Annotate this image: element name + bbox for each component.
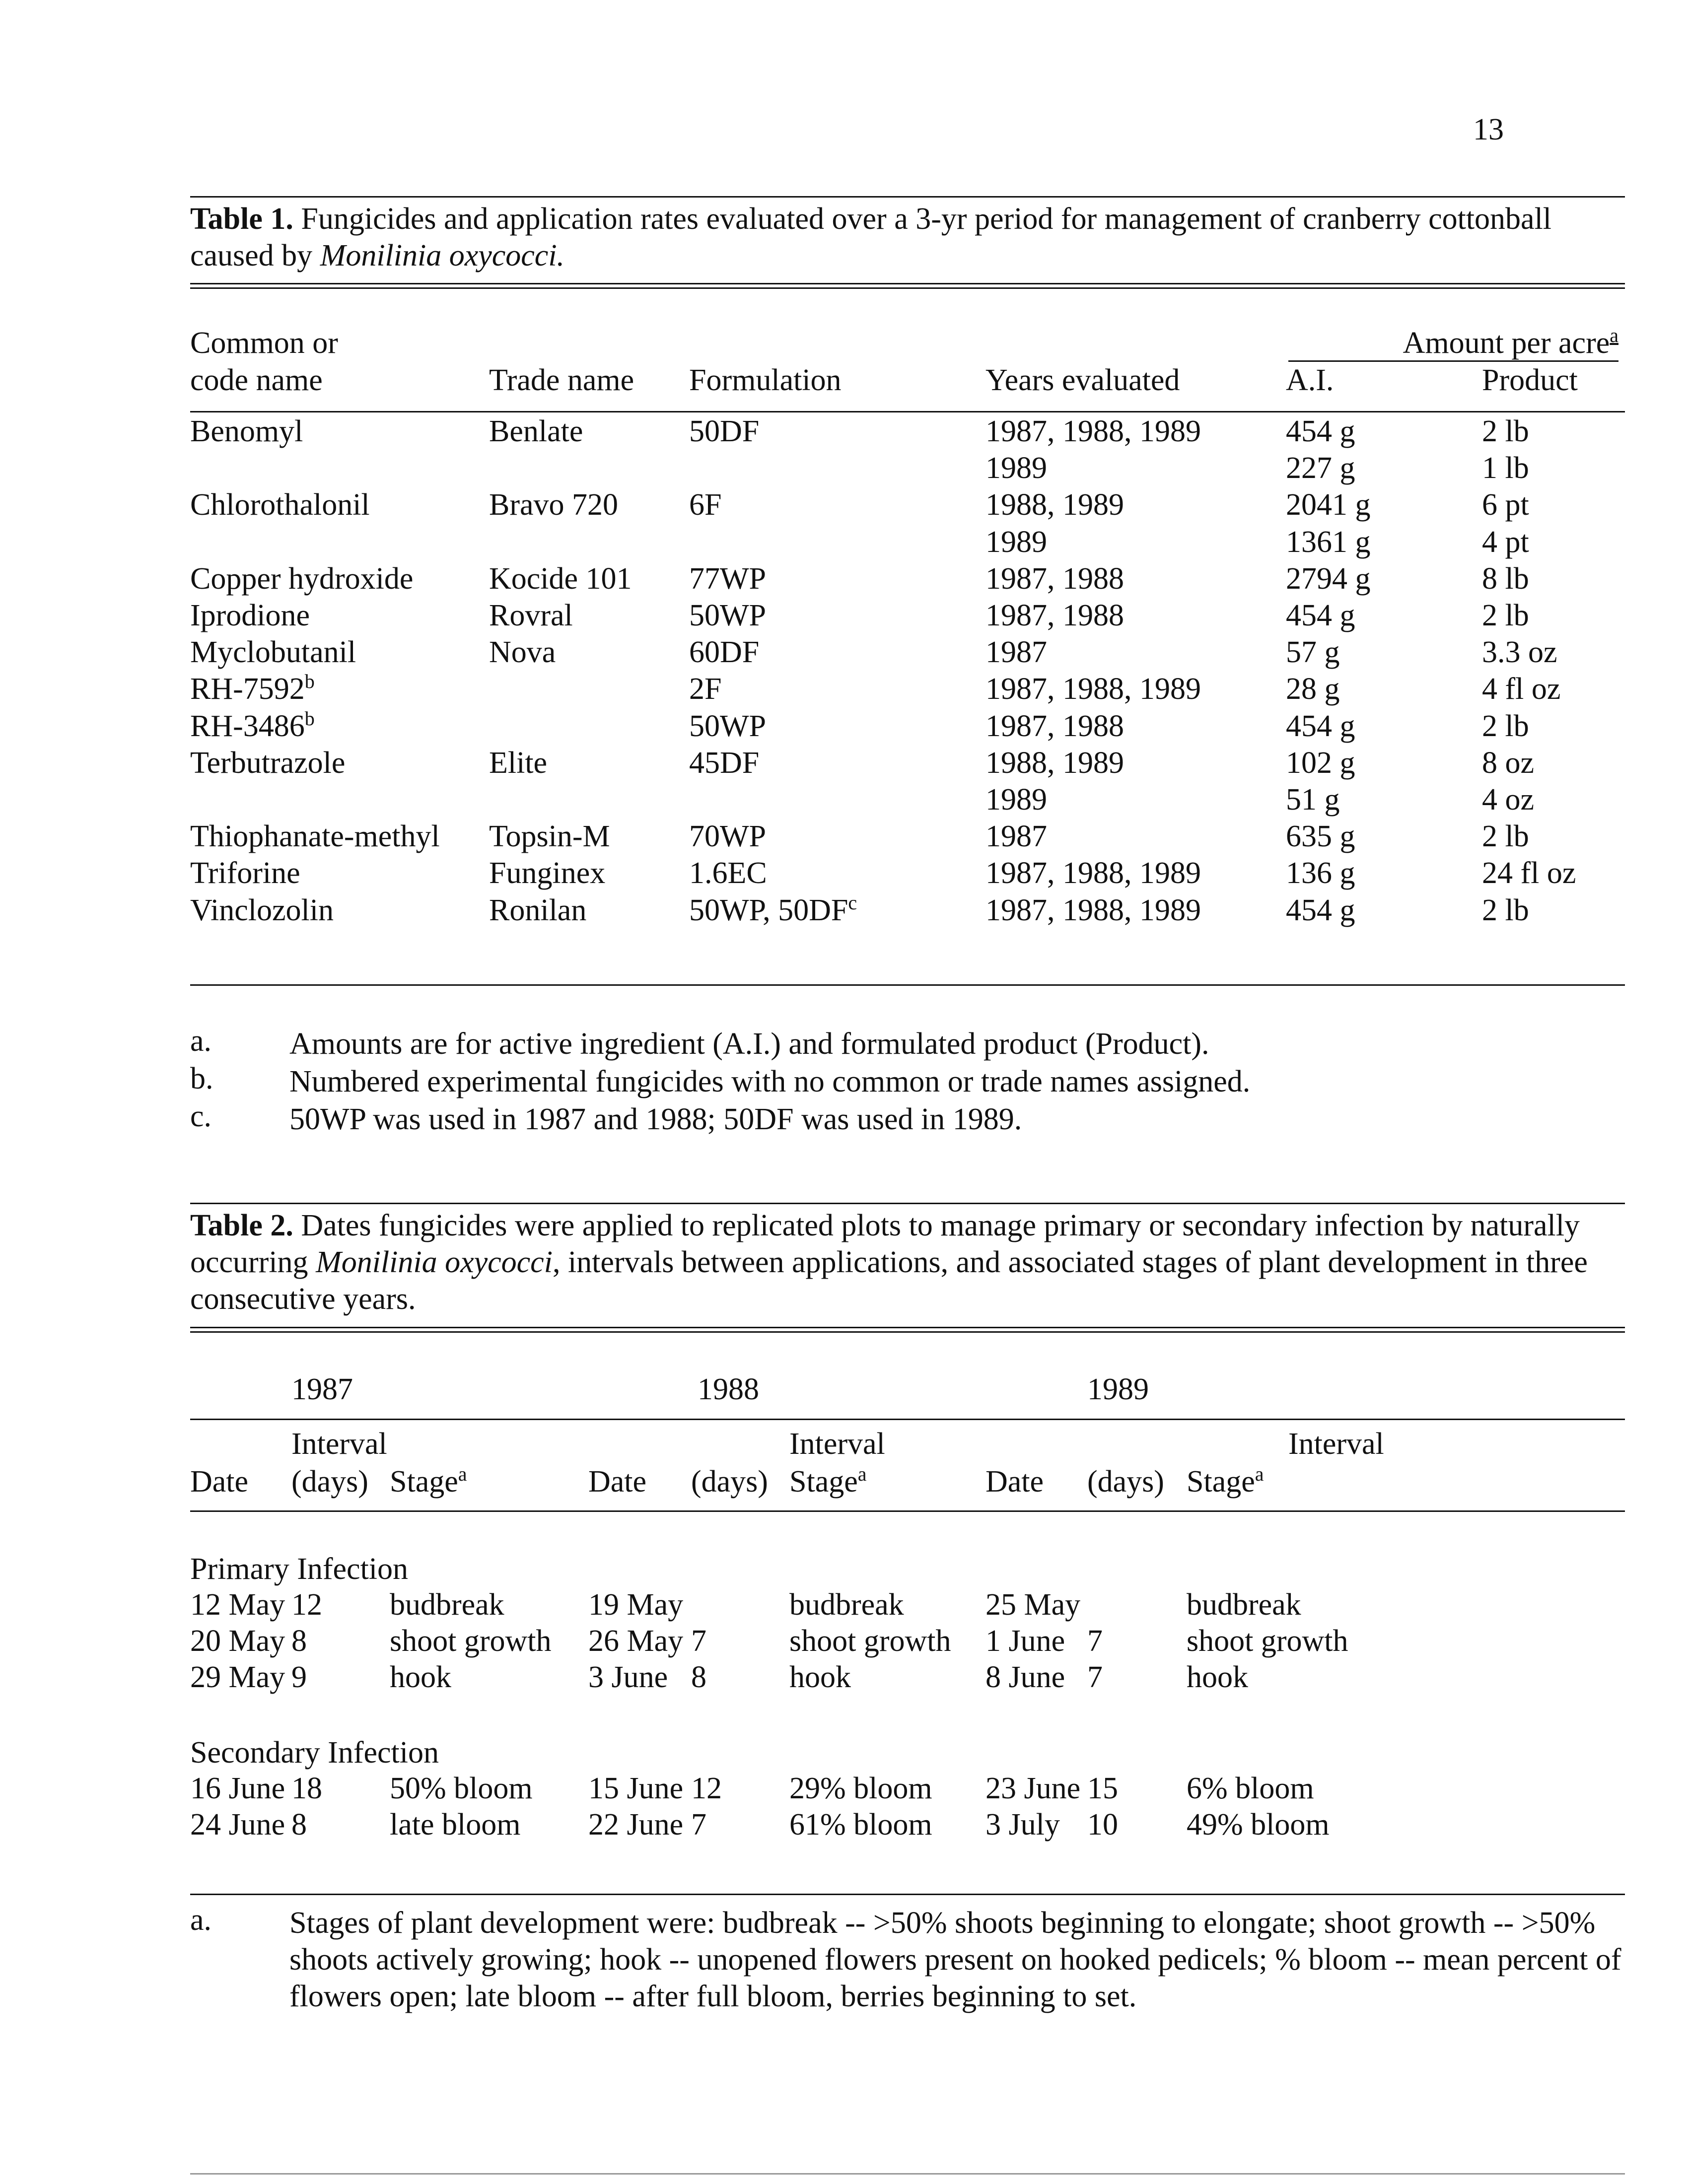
t1-cell-name xyxy=(190,748,345,778)
t1-row xyxy=(0,784,1688,821)
t1-cell-form xyxy=(689,563,766,594)
t1-cell-years xyxy=(985,563,1124,594)
t1-cell-name xyxy=(190,670,315,706)
t1-cell-text: 1988, 1989 xyxy=(985,746,1124,780)
t1-cell-text: Iprodione xyxy=(190,599,310,632)
t2-cell-date-1987: 29 May xyxy=(190,1660,285,1694)
t1-header-amount-text: Amount per acre xyxy=(1403,326,1610,360)
t1-row xyxy=(0,748,1688,784)
t2-primary-label: Primary Infection xyxy=(190,1552,409,1586)
t1-cell-text: Topsin-M xyxy=(489,819,610,853)
t1-cell-text: 70WP xyxy=(689,819,766,853)
t2-cell-days-1987: 8 xyxy=(291,1808,307,1842)
t1-cell-trade xyxy=(489,637,556,668)
t2-row xyxy=(0,1662,1688,1699)
t1-cell-text: 50DF xyxy=(689,414,760,448)
t1-cell-text: 2 lb xyxy=(1482,819,1529,853)
t2-cell-stage-1989: hook xyxy=(1187,1660,1248,1694)
t2-cell-days-1988: 12 xyxy=(691,1772,722,1805)
t1-cell-text: 1987, 1988, 1989 xyxy=(985,414,1201,448)
t2-cell-days-1987: 9 xyxy=(291,1660,307,1694)
t1-cell-sup: c xyxy=(848,891,857,914)
t1-cell-text: 24 fl oz xyxy=(1482,856,1576,890)
t2-date-1987: Date xyxy=(190,1465,249,1499)
t1-cell-text: Benomyl xyxy=(190,414,303,448)
t1-cell-product xyxy=(1482,563,1529,594)
t2-cell-date-1987: 24 June xyxy=(190,1808,285,1842)
table2-year-rule xyxy=(190,1419,1625,1420)
t2-date-1988: Date xyxy=(588,1465,647,1499)
t1-cell-form xyxy=(689,489,721,520)
t1-cell-form xyxy=(689,821,766,852)
t1-cell-text: 1987 xyxy=(985,819,1047,853)
t1-cell-text: 3.3 oz xyxy=(1482,635,1557,669)
t1-cell-text: 1 lb xyxy=(1482,451,1529,485)
t1-cell-product xyxy=(1482,637,1557,668)
t1-cell-text: 28 g xyxy=(1286,672,1340,706)
t1-cell-years xyxy=(985,748,1124,778)
t1-cell-product xyxy=(1482,784,1534,815)
t1-cell-ai xyxy=(1286,895,1355,926)
t1-cell-text: 1987, 1988 xyxy=(985,562,1124,596)
t1-cell-form xyxy=(689,637,759,668)
table1-double-rule xyxy=(190,283,1625,289)
t1-row xyxy=(0,821,1688,858)
t1-cell-text: Chlorothalonil xyxy=(190,488,370,522)
t1-cell-text: Ronilan xyxy=(489,893,587,927)
t1-header-trade: Trade name xyxy=(489,363,634,397)
t1-cell-product xyxy=(1482,821,1529,852)
t1-cell-product xyxy=(1482,600,1529,631)
t2-cell-stage-1987: budbreak xyxy=(390,1588,504,1622)
t1-cell-text: 1987, 1988 xyxy=(985,709,1124,743)
t1-cell-text: 454 g xyxy=(1286,599,1355,632)
t1-row xyxy=(0,416,1688,453)
t1-row xyxy=(0,858,1688,894)
t1-cell-ai xyxy=(1286,527,1371,557)
t2-cell-days-1989: 7 xyxy=(1087,1660,1103,1694)
t1-footnote-text: Numbered experimental fungicides with no common or trade names assigned. xyxy=(289,1065,1251,1098)
t1-cell-text: Triforine xyxy=(190,856,300,890)
t1-cell-years xyxy=(985,416,1201,447)
t1-cell-form xyxy=(689,674,721,704)
t2-cell-date-1988: 26 May xyxy=(588,1624,684,1658)
t2-interval-1987: Interval xyxy=(291,1427,387,1461)
t1-cell-product xyxy=(1482,416,1529,447)
table1-caption-label: Table 1. xyxy=(190,202,293,236)
t2-row xyxy=(0,1589,1688,1626)
t1-cell-form xyxy=(689,711,766,742)
t1-cell-form xyxy=(689,891,857,927)
t1-cell-text: 2794 g xyxy=(1286,562,1371,596)
t2-cell-date-1988: 15 June xyxy=(588,1772,684,1805)
page-bottom-rule xyxy=(190,2173,1625,2175)
page-number: 13 xyxy=(1473,113,1504,146)
t1-cell-text: 2 lb xyxy=(1482,599,1529,632)
t1-cell-text: 227 g xyxy=(1286,451,1355,485)
t2-cell-date-1989: 3 July xyxy=(985,1808,1060,1842)
t2-cell-date-1989: 1 June xyxy=(985,1624,1065,1658)
t1-cell-product xyxy=(1482,527,1529,557)
t2-cell-days-1988: 8 xyxy=(691,1660,706,1694)
t1-cell-text: 60DF xyxy=(689,635,760,669)
t2-cell-date-1988: 3 June xyxy=(588,1660,668,1694)
t2-stage-1989 xyxy=(1187,1463,1264,1499)
t1-cell-ai xyxy=(1286,784,1340,815)
t1-footnote-label: a. xyxy=(190,1024,212,1058)
t2-cell-stage-1988: hook xyxy=(789,1660,851,1694)
t1-cell-text: 2041 g xyxy=(1286,488,1371,522)
t1-cell-text: 1989 xyxy=(985,525,1047,559)
t2-cell-days-1987: 12 xyxy=(291,1588,322,1622)
t1-cell-text: 4 oz xyxy=(1482,783,1535,817)
t1-cell-text: 6 pt xyxy=(1482,488,1529,522)
t1-cell-text: Kocide 101 xyxy=(489,562,632,596)
t1-cell-years xyxy=(985,674,1201,704)
t1-cell-years xyxy=(985,895,1201,926)
t2-footnote-text: Stages of plant development were: budbreak -- >50% shoots beginning to elongate; shoot growth -- >50% shoots actively growing; hook -- unopened flowers present on hooked pedicels; % bloom -- mean percent of flowers open; late bloom -- after full bloom, berries beginning to set. xyxy=(289,1906,1621,2013)
t1-row xyxy=(0,453,1688,489)
t1-cell-text: 51 g xyxy=(1286,783,1340,817)
t1-row xyxy=(0,600,1688,637)
t1-cell-name xyxy=(190,600,310,631)
t1-cell-ai xyxy=(1286,489,1371,520)
t2-cell-date-1988: 19 May xyxy=(588,1588,684,1622)
t1-cell-text: 45DF xyxy=(689,746,760,780)
t2-cell-days-1988: 7 xyxy=(691,1624,706,1658)
t1-cell-text: 50WP xyxy=(689,709,766,743)
t2-stage-text: Stage xyxy=(789,1465,858,1499)
t1-cell-text: 1361 g xyxy=(1286,525,1371,559)
t2-stage-text: Stage xyxy=(390,1465,458,1499)
t1-footnote-label: b. xyxy=(190,1062,213,1095)
t1-cell-trade xyxy=(489,858,605,888)
t2-interval-1988: Interval xyxy=(789,1427,885,1461)
t1-cell-text: 454 g xyxy=(1286,414,1355,448)
t1-header-product: Product xyxy=(1482,363,1578,397)
t2-cell-stage-1988: budbreak xyxy=(789,1588,904,1622)
t1-cell-text: 2 lb xyxy=(1482,709,1529,743)
t1-cell-text: 1987, 1988, 1989 xyxy=(985,672,1201,706)
t2-cell-stage-1989: shoot growth xyxy=(1187,1624,1348,1658)
t2-days-1988: (days) xyxy=(691,1465,768,1499)
t1-cell-text: 2 lb xyxy=(1482,414,1529,448)
t2-row xyxy=(0,1626,1688,1662)
t1-cell-form xyxy=(689,858,767,888)
t1-header-ai: A.I. xyxy=(1286,363,1334,397)
t2-cell-stage-1987: late bloom xyxy=(390,1808,521,1842)
t1-row xyxy=(0,670,1688,710)
t2-year-1987: 1987 xyxy=(291,1372,353,1406)
t1-cell-ai xyxy=(1286,416,1355,447)
t1-cell-name xyxy=(190,637,356,668)
table2-double-rule xyxy=(190,1327,1625,1333)
t2-cell-days-1988: 7 xyxy=(691,1808,706,1842)
t1-cell-product xyxy=(1482,453,1529,483)
table1-bottom-rule xyxy=(190,984,1625,986)
t2-cell-stage-1989: 49% bloom xyxy=(1187,1808,1330,1842)
t1-cell-text: 1987, 1988 xyxy=(985,599,1124,632)
t1-cell-years xyxy=(985,858,1201,888)
t2-cell-date-1989: 23 June xyxy=(985,1772,1081,1805)
table2-caption-italic: Monilinia oxycocci xyxy=(316,1245,553,1279)
t2-stage-sup: a xyxy=(857,1463,867,1485)
t1-cell-name xyxy=(190,489,370,520)
t1-cell-years xyxy=(985,784,1047,815)
t1-cell-text: Benlate xyxy=(489,414,583,448)
t1-cell-text: 1987, 1988, 1989 xyxy=(985,856,1201,890)
table2-caption-label: Table 2. xyxy=(190,1209,293,1242)
t1-cell-text: RH-7592 xyxy=(190,672,305,706)
t2-cell-days-1987: 18 xyxy=(291,1772,322,1805)
t1-row xyxy=(0,527,1688,563)
t2-cell-stage-1987: shoot growth xyxy=(390,1624,552,1658)
t1-cell-form xyxy=(689,748,759,778)
t1-cell-text: Elite xyxy=(489,746,548,780)
t1-cell-trade xyxy=(489,563,632,594)
t2-row xyxy=(0,1809,1688,1846)
t1-cell-text: 102 g xyxy=(1286,746,1355,780)
table2-caption-text-end: , intervals between applications, and associated stages of plant development in three consecutive years. xyxy=(190,1245,1588,1316)
t1-cell-text: 1989 xyxy=(985,783,1047,817)
t1-header-common-2: code name xyxy=(190,363,323,397)
t1-cell-sup: b xyxy=(304,670,315,692)
t1-cell-text: 77WP xyxy=(689,562,766,596)
t2-cell-stage-1989: budbreak xyxy=(1187,1588,1301,1622)
table1-caption-text: Fungicides and application rates evaluated over a 3-yr period for management of cranberry cottonball caused by xyxy=(190,202,1552,273)
t1-footnote-label: c. xyxy=(190,1099,212,1133)
t1-footnote-text: 50WP was used in 1987 and 1988; 50DF was used in 1989. xyxy=(289,1102,1022,1136)
t1-cell-text: 635 g xyxy=(1286,819,1355,853)
t1-cell-years xyxy=(985,453,1047,483)
t2-cell-date-1987: 12 May xyxy=(190,1588,285,1622)
t1-cell-text: 2F xyxy=(689,672,722,706)
t1-cell-ai xyxy=(1286,637,1340,668)
t1-cell-text: 1987, 1988, 1989 xyxy=(985,893,1201,927)
t1-cell-name xyxy=(190,821,440,852)
table1-caption xyxy=(190,201,1630,274)
t1-cell-text: 50WP, 50DF xyxy=(689,893,848,927)
t1-cell-name xyxy=(190,707,315,743)
t1-cell-name xyxy=(190,895,334,926)
t1-row xyxy=(0,891,1688,932)
table1-top-rule xyxy=(190,196,1625,198)
t1-cell-product xyxy=(1482,489,1529,520)
t2-stage-sup: a xyxy=(458,1463,467,1485)
t2-cell-date-1989: 8 June xyxy=(985,1660,1065,1694)
t2-cell-stage-1987: 50% bloom xyxy=(390,1772,533,1805)
t2-cell-days-1987: 8 xyxy=(291,1624,307,1658)
t1-cell-sup: b xyxy=(304,707,315,730)
t1-cell-years xyxy=(985,637,1047,668)
t1-cell-product xyxy=(1482,748,1534,778)
t1-cell-years xyxy=(985,600,1124,631)
t1-cell-text: Thiophanate-methyl xyxy=(190,819,440,853)
t1-header-amount-sup: a xyxy=(1610,324,1618,346)
t1-cell-text: 50WP xyxy=(689,599,766,632)
t2-cell-stage-1988: shoot growth xyxy=(789,1624,951,1658)
t2-year-1989: 1989 xyxy=(1087,1372,1149,1406)
t2-cell-date-1988: 22 June xyxy=(588,1808,684,1842)
table1-header-rule xyxy=(190,411,1625,412)
t1-cell-years xyxy=(985,527,1047,557)
table2-header-rule xyxy=(190,1510,1625,1512)
t2-cell-stage-1988: 61% bloom xyxy=(789,1808,932,1842)
t1-cell-text: 4 pt xyxy=(1482,525,1529,559)
t2-cell-stage-1988: 29% bloom xyxy=(789,1772,932,1805)
t2-days-1987: (days) xyxy=(291,1465,368,1499)
table2-top-rule xyxy=(190,1203,1625,1204)
t2-cell-days-1989: 7 xyxy=(1087,1624,1103,1658)
table2-caption xyxy=(190,1207,1630,1317)
t2-cell-days-1989: 15 xyxy=(1087,1772,1118,1805)
t2-stage-1987 xyxy=(390,1463,467,1499)
t2-date-1989: Date xyxy=(985,1465,1044,1499)
t1-cell-text: 454 g xyxy=(1286,893,1355,927)
t1-footnote-text: Amounts are for active ingredient (A.I.) and formulated product (Product). xyxy=(289,1027,1209,1061)
t1-cell-product xyxy=(1482,711,1529,742)
t1-cell-text: 1989 xyxy=(985,451,1047,485)
t1-cell-product xyxy=(1482,858,1576,888)
t1-cell-trade xyxy=(489,821,610,852)
t2-cell-days-1989: 10 xyxy=(1087,1808,1118,1842)
t1-cell-form xyxy=(689,600,766,631)
t1-cell-text: 8 lb xyxy=(1482,562,1529,596)
t1-cell-name xyxy=(190,858,300,888)
table2-bottom-rule xyxy=(190,1894,1625,1895)
t1-cell-text: 1988, 1989 xyxy=(985,488,1124,522)
t2-secondary-label: Secondary Infection xyxy=(190,1736,439,1770)
t1-cell-text: Nova xyxy=(489,635,556,669)
t1-header-amount xyxy=(1288,324,1618,362)
t1-cell-text: 136 g xyxy=(1286,856,1355,890)
t2-year-1988: 1988 xyxy=(698,1372,759,1406)
t2-cell-date-1989: 25 May xyxy=(985,1588,1081,1622)
t1-cell-text: 1.6EC xyxy=(689,856,767,890)
t1-cell-trade xyxy=(489,600,573,631)
t1-cell-ai xyxy=(1286,600,1355,631)
table1-caption-italic: Monilinia oxycocci. xyxy=(320,239,565,273)
t1-cell-years xyxy=(985,821,1047,852)
t1-row xyxy=(0,707,1688,748)
t2-stage-sup: a xyxy=(1255,1463,1264,1485)
t1-cell-text: 454 g xyxy=(1286,709,1355,743)
t2-footnote-label: a. xyxy=(190,1903,212,1937)
t1-cell-trade xyxy=(489,416,583,447)
t1-header-formulation: Formulation xyxy=(689,363,842,397)
t1-cell-text: Myclobutanil xyxy=(190,635,356,669)
t1-row xyxy=(0,563,1688,600)
t1-cell-text: Vinclozolin xyxy=(190,893,334,927)
t1-cell-text: 1987 xyxy=(985,635,1047,669)
t1-cell-text: Terbutrazole xyxy=(190,746,346,780)
t1-cell-text: Copper hydroxide xyxy=(190,562,414,596)
t1-header-common-1: Common or xyxy=(190,326,338,360)
t1-row xyxy=(0,489,1688,526)
t1-cell-text: RH-3486 xyxy=(190,709,305,743)
t1-cell-ai xyxy=(1286,858,1355,888)
t1-cell-trade xyxy=(489,489,618,520)
t1-cell-text: 2 lb xyxy=(1482,893,1529,927)
t1-cell-ai xyxy=(1286,711,1355,742)
t1-cell-ai xyxy=(1286,453,1355,483)
t1-cell-text: Rovral xyxy=(489,599,573,632)
t2-interval-1989: Interval xyxy=(1288,1427,1384,1461)
t1-header-years: Years evaluated xyxy=(985,363,1180,397)
t2-stage-text: Stage xyxy=(1187,1465,1255,1499)
t1-cell-ai xyxy=(1286,821,1355,852)
table2-caption-text: Dates fungicides were applied to replicated plots to manage primary or secondary infection by naturally occurring xyxy=(190,1209,1580,1279)
t1-cell-text: 8 oz xyxy=(1482,746,1535,780)
t1-cell-trade xyxy=(489,895,586,926)
t1-cell-product xyxy=(1482,895,1529,926)
t2-cell-date-1987: 20 May xyxy=(190,1624,285,1658)
t1-cell-name xyxy=(190,563,413,594)
t2-cell-stage-1989: 6% bloom xyxy=(1187,1772,1314,1805)
t1-cell-trade xyxy=(489,748,547,778)
t2-cell-date-1987: 16 June xyxy=(190,1772,285,1805)
t2-stage-1988 xyxy=(789,1463,867,1499)
t1-row xyxy=(0,637,1688,674)
t1-cell-years xyxy=(985,489,1124,520)
t1-cell-years xyxy=(985,711,1124,742)
t1-cell-ai xyxy=(1286,674,1340,704)
t2-row xyxy=(0,1773,1688,1810)
t1-cell-text: Funginex xyxy=(489,856,606,890)
t1-cell-text: 6F xyxy=(689,488,722,522)
t1-cell-text: Bravo 720 xyxy=(489,488,619,522)
t1-cell-ai xyxy=(1286,563,1371,594)
t1-cell-name xyxy=(190,416,303,447)
t1-cell-text: 4 fl oz xyxy=(1482,672,1561,706)
t2-cell-stage-1987: hook xyxy=(390,1660,451,1694)
t1-cell-product xyxy=(1482,674,1560,704)
t1-cell-form xyxy=(689,416,759,447)
t1-cell-ai xyxy=(1286,748,1355,778)
t2-days-1989: (days) xyxy=(1087,1465,1164,1499)
t1-cell-text: 57 g xyxy=(1286,635,1340,669)
